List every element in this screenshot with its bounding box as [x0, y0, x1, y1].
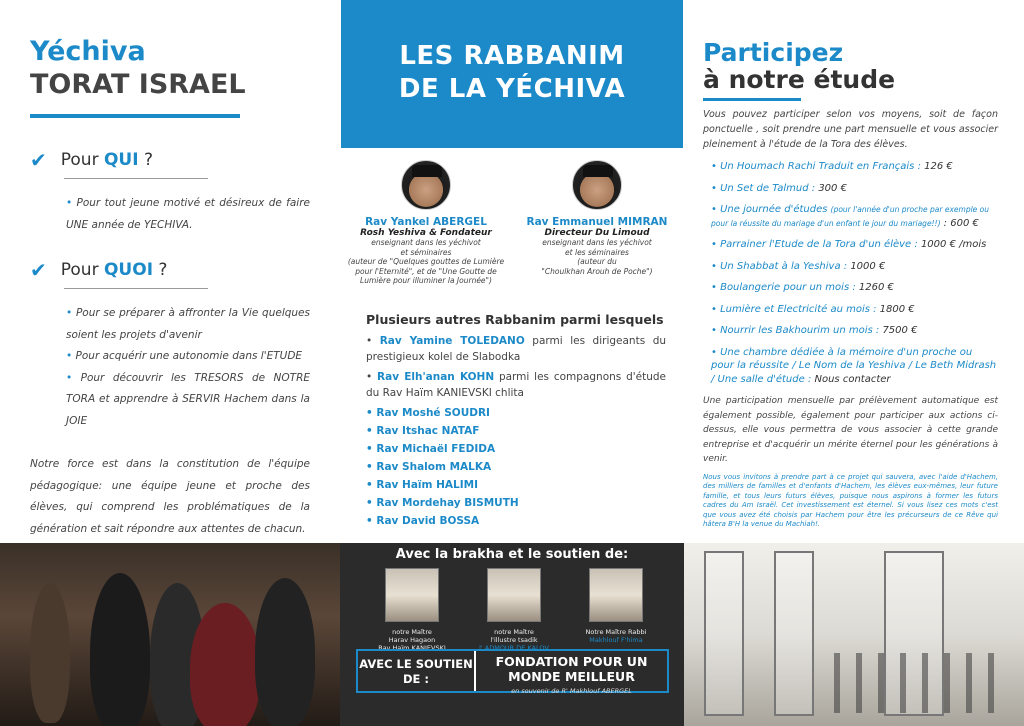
- master-caption: [561, 628, 671, 644]
- others-title: Plusieurs autres Rabbanim parmi lesquels: [366, 312, 664, 327]
- offer-item: • Une chambre dédiée à la mémoire d'un proche ou pour la réussite / Le Nom de la Yeshiva / Le Beth Midrash / Une salle d'étude : Nous contacter: [711, 346, 997, 385]
- master-portrait: [385, 568, 439, 622]
- caption-line: Rav Haïm KANIEVSKI: [378, 644, 446, 652]
- rabbi-abergel: [341, 160, 511, 286]
- intro-paragraph: Vous pouvez participer selon vos moyens, soit de façon ponctuelle , soit prendre une part mensuelle et vous associer pleinement à l'étude de la Tora des élèves.: [703, 109, 998, 150]
- rabbi-name: Rav Yankel ABERGEL: [365, 216, 487, 228]
- rabbanim-banner: [341, 0, 683, 148]
- title-rule: [703, 98, 801, 101]
- master-fhima: [561, 568, 671, 644]
- caption-line: l'illustre tsadik: [490, 636, 538, 644]
- study-hall-photo: [684, 543, 1024, 726]
- rabbi-name: Rav Emmanuel MIMRAN: [526, 216, 668, 228]
- rabbi-desc: (auteur du: [577, 257, 617, 266]
- right-column: [703, 38, 998, 530]
- caption-line: l' ADMOUR DE KALOV: [479, 644, 549, 652]
- caption-line: Harav Hagaon: [388, 636, 436, 644]
- section-rule: [64, 178, 208, 179]
- offer-item: • Boulangerie pour un mois : 1260 €: [711, 282, 894, 293]
- title-rule: [30, 114, 240, 118]
- rabbi-desc: et séminaires: [400, 247, 452, 257]
- title-line-2: TORAT ISRAEL: [30, 69, 246, 100]
- invitation-note: Nous vous invitons à prendre part à ce projet qui sauvera, avec l'aide d'Hachem, des milliers de familles et d'enfants d'Hachem, les élèves eux-mêmes, leur future famille, et tous leurs futurs élèves, puisque nous aspirons à former les futurs cadres du Am Israël. Cet investissement est éternel. Si vous lisez ces mots c'est que vous avez été choisis par Hachem pour être les précurseurs de ce Rêve qui hâtera B'H la venue du Machiah!.: [703, 472, 998, 528]
- foundation-name: [476, 651, 667, 695]
- master-portrait: [487, 568, 541, 622]
- master-portrait: [589, 568, 643, 622]
- masters-row: [341, 562, 683, 652]
- rabbi-desc: enseignant dans les yéchivot: [371, 238, 481, 247]
- section-quoi-title: Pour QUOI ?: [60, 260, 168, 280]
- foundation-title: FONDATION POUR UN MONDE MEILLEUR: [495, 654, 648, 684]
- support-label: AVEC LE SOUTIEN DE :: [358, 651, 476, 691]
- monthly-note: Une participation mensuelle par prélèvement automatique est également possible, également pour participer aux actions ci-dessus, elle vous permettra de vous associer à cette grande entreprise et d'acquérir un mérite éternel pour les générations à venir.: [703, 396, 998, 464]
- offer-item: • Parrainer l'Etude de la Tora d'un élève : 1000 € /mois: [711, 239, 987, 250]
- rabbi-portrait: [572, 160, 622, 210]
- section-rule: [64, 288, 208, 289]
- list-item: • Pour découvrir les TRESORS de NOTRE TORA et apprendre à SERVIR Hachem dans la JOIE: [66, 371, 311, 427]
- caption-line: Notre Maître Rabbi: [585, 628, 647, 636]
- check-icon: ✔: [30, 258, 47, 282]
- list-item: • Rav Yamine TOLEDANO parmi les dirigeants du prestigieux kolel de Slabodka: [366, 335, 667, 363]
- section-quoi-body: [66, 303, 310, 432]
- caption-line: notre Maître: [392, 628, 432, 636]
- foundation-subtitle: en souvenir de R' Makhlouf ABERGEL: [511, 687, 632, 695]
- offer-item: • Lumière et Electricité au mois : 1800 €: [711, 303, 915, 315]
- list-item: • Rav Mordehay BISMUTH: [366, 497, 519, 509]
- rabbi-desc: et les séminaires: [565, 247, 629, 257]
- section-qui: [30, 148, 310, 236]
- other-rabbanim: [366, 312, 666, 530]
- banner-line-1: LES RABBANIM: [399, 41, 625, 71]
- left-column: [0, 0, 340, 543]
- rabbi-desc: enseignant dans les yéchivot: [542, 238, 652, 247]
- offer-item: • Un Houmach Rachi Traduit en Français : 126 €: [711, 161, 953, 172]
- rabbi-desc: (auteur de "Quelques gouttes de Lumière: [347, 257, 505, 266]
- banner-line-2: DE LA YÉCHIVA: [398, 74, 626, 104]
- title-line-1: Yéchiva: [30, 36, 146, 67]
- section-qui-body: • Pour tout jeune motivé et désireux de faire UNE année de YECHIVA.: [66, 197, 310, 231]
- rabbi-desc: "Choulkhan Arouh de Poche"): [541, 266, 653, 276]
- participate-line-1: Participez: [703, 38, 844, 67]
- rabbi-title: Directeur Du Limoud: [544, 228, 650, 238]
- rabbi-mimran: [517, 160, 677, 276]
- list-item: • Rav Elh'anan KOHN parmi les compagnons d'étude du Rav Haïm KANIEVSKI chlita: [366, 371, 666, 399]
- participate-line-2: à notre étude: [703, 65, 896, 94]
- list-item: • Pour acquérir une autonomie dans l'ETUDE: [66, 350, 303, 362]
- yeshiva-title: [30, 36, 310, 100]
- master-kalov: [459, 568, 569, 652]
- rabbi-title: Rosh Yeshiva & Fondateur: [360, 228, 492, 238]
- offer-item: • Une journée d'études (pour l'année d'un proche par exemple ou pour la réussite du mariage d'un enfant le jour du mariage!!) : 600 €: [711, 204, 990, 229]
- caption-line: notre Maître: [494, 628, 534, 636]
- section-quoi: [30, 258, 310, 432]
- caption-line: Makhlouf F'hima: [589, 636, 643, 644]
- rabbis-block: [341, 160, 683, 305]
- list-item: • Rav Moshé SOUDRI: [366, 407, 490, 419]
- list-item: • Pour se préparer à affronter la Vie quelques soient les projets d'avenir: [66, 307, 310, 341]
- list-item: • Rav Shalom MALKA: [366, 461, 492, 473]
- rabbi-desc: Lumière pour illuminer la Journée"): [360, 276, 492, 285]
- list-item: • Rav Michaël FEDIDA: [366, 443, 496, 455]
- list-item: • Rav Haïm HALIMI: [366, 479, 478, 491]
- force-paragraph: Notre force est dans la constitution de l'équipe pédagogique: une équipe jeune et proche des élèves, qui comprend les problématiques de la génération et sait répondre aux attentes de chacun.: [30, 458, 310, 535]
- offers-list: [703, 160, 998, 386]
- offer-item: • Un Shabbat à la Yeshiva : 1000 €: [711, 260, 886, 272]
- brakha-title: Avec la brakha et le soutien de:: [395, 547, 629, 562]
- rabbi-portrait: [401, 160, 451, 210]
- check-icon: ✔: [30, 148, 47, 172]
- offer-item: • Nourrir les Bakhourim un mois : 7500 €: [711, 325, 918, 336]
- support-box: [356, 649, 669, 693]
- list-item: • Rav David BOSSA: [366, 515, 480, 527]
- section-qui-title: Pour QUI ?: [60, 150, 154, 170]
- rabbi-desc: pour l'Eternité", et de "Une Goutte de: [355, 266, 497, 276]
- master-kanievski: [357, 568, 467, 652]
- participate-title: [703, 38, 998, 94]
- students-photo: [0, 543, 340, 726]
- list-item: • Rav Itshac NATAF: [366, 425, 480, 437]
- offer-item: • Un Set de Talmud : 300 €: [711, 182, 847, 194]
- bottom-band: [0, 543, 1024, 726]
